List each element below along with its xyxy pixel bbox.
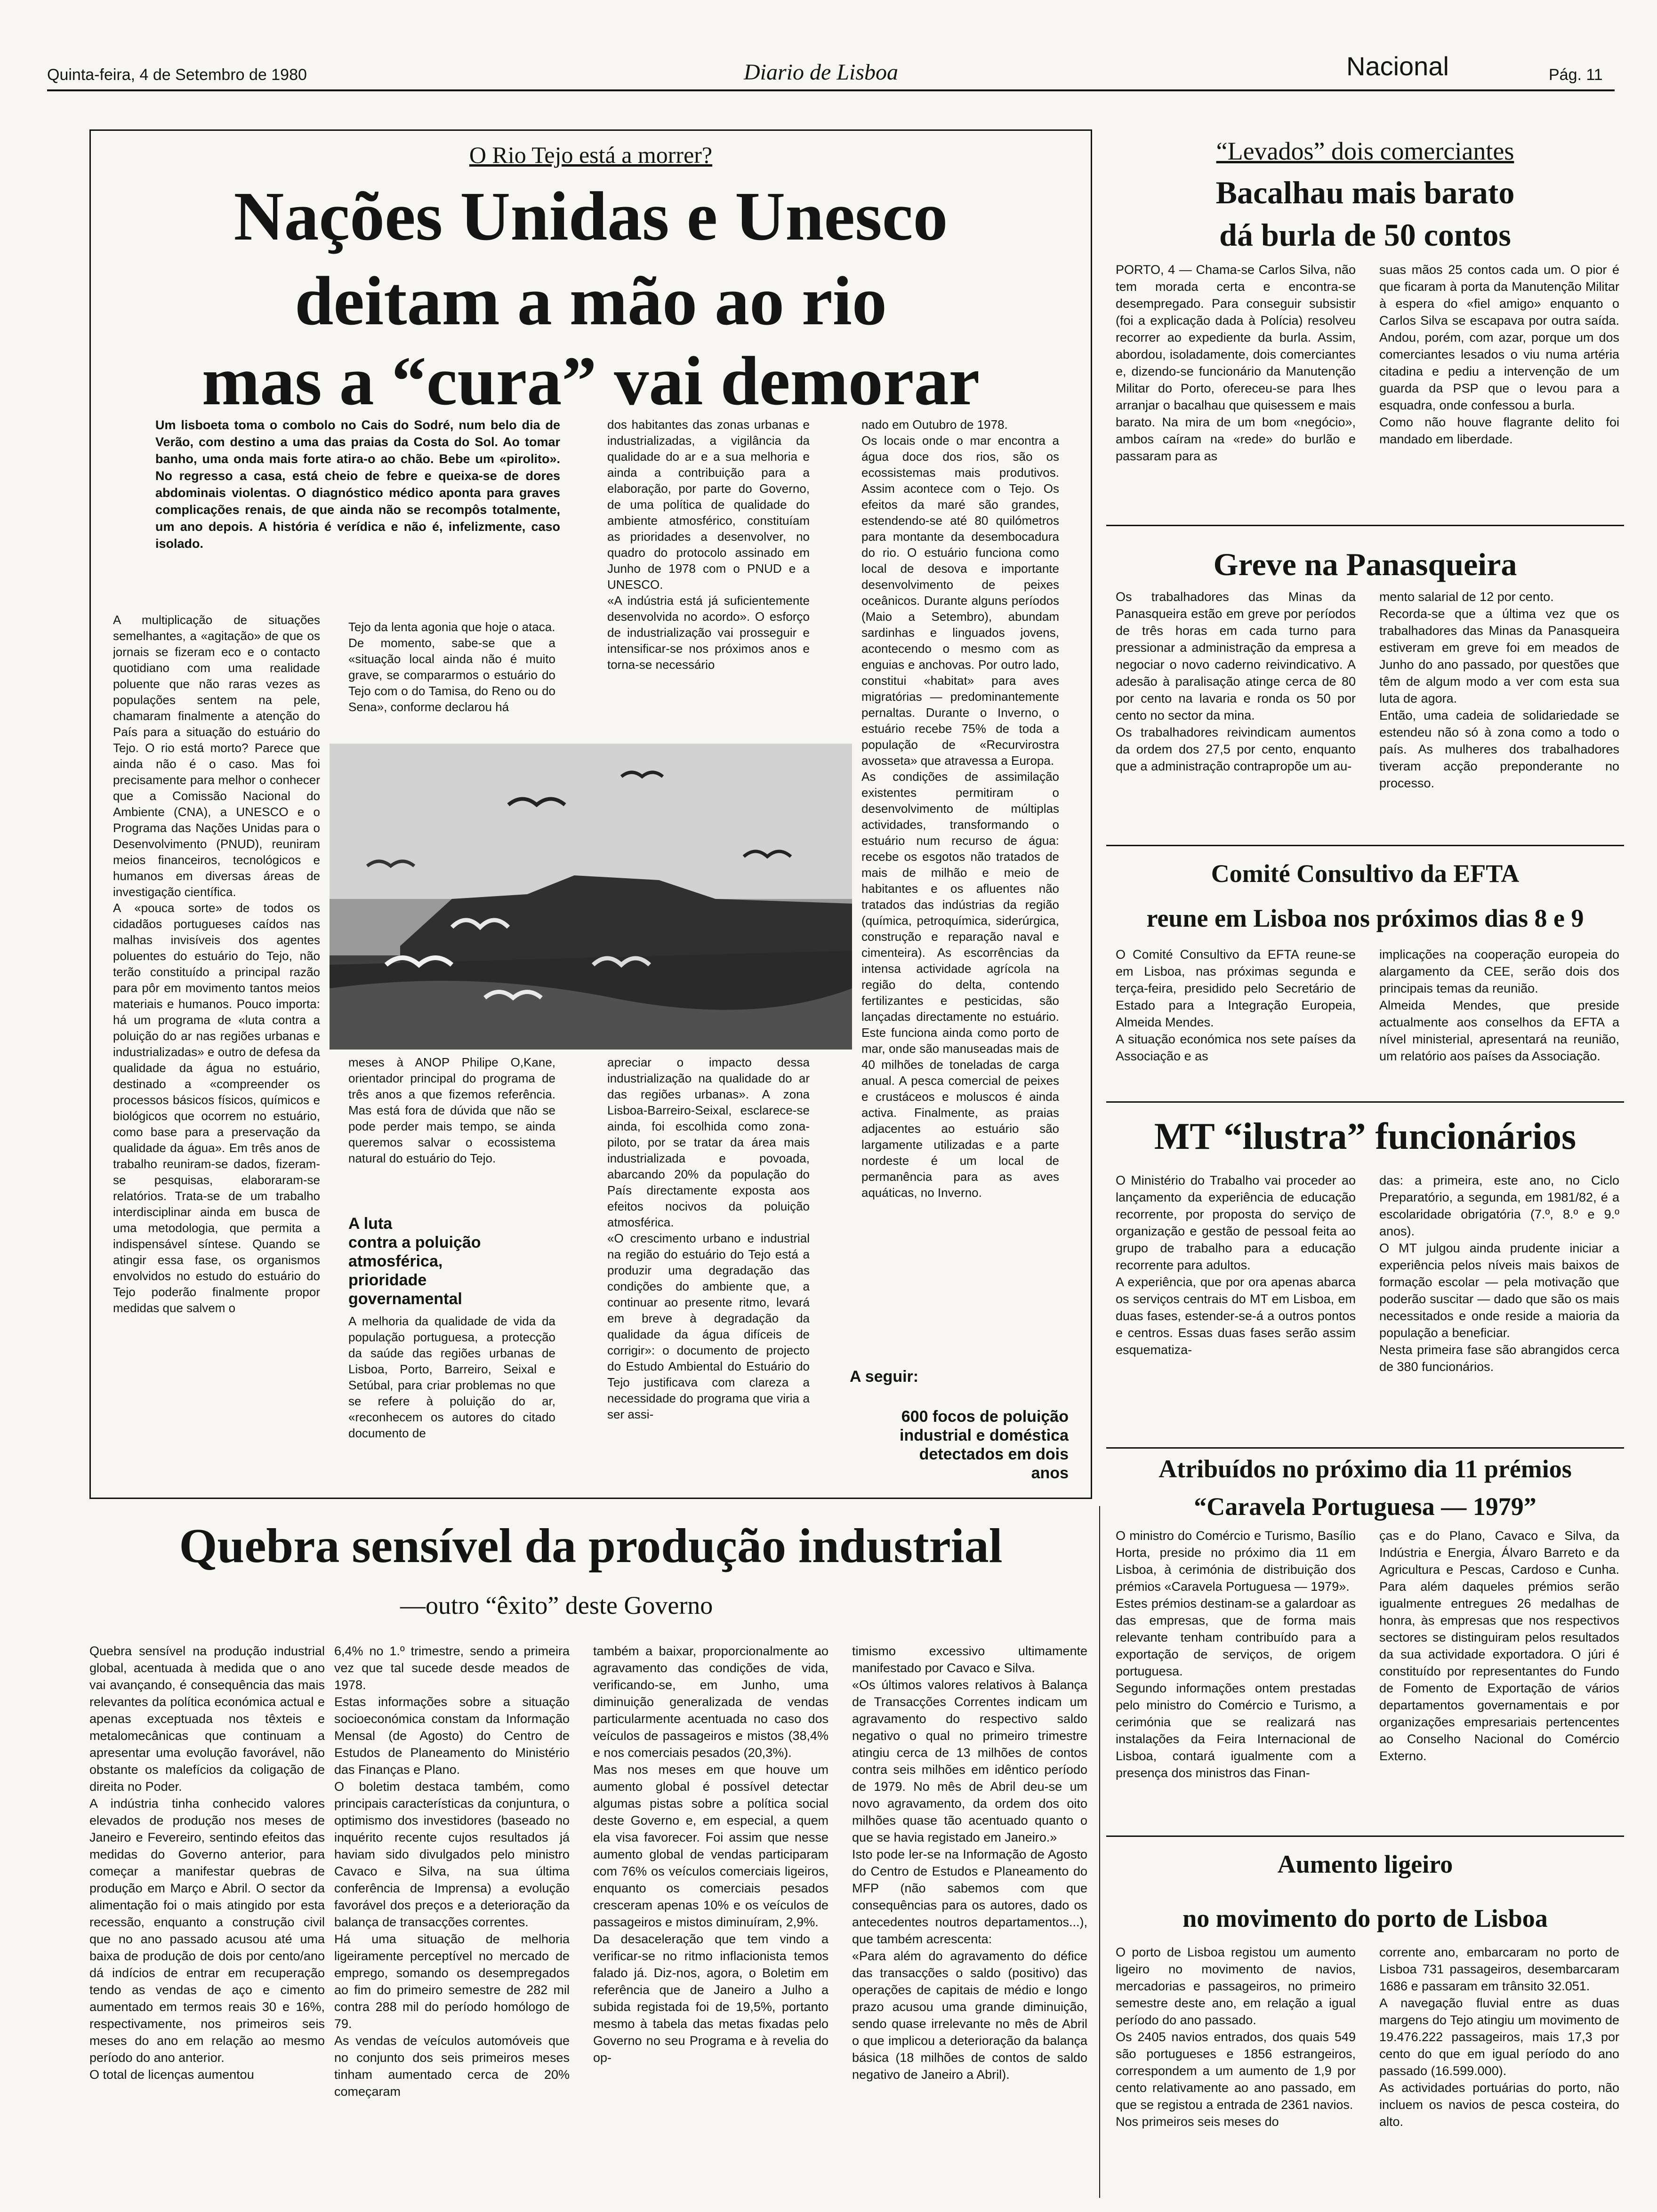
tejo-kicker: O Rio Tejo está a morrer?: [469, 142, 713, 168]
tejo-lead: Um lisboeta toma o combolo no Cais do Sodré, num belo dia de Verão, com destino a uma das praias da Costa do Sol. Ao tomar banho, uma onda mais forte atira-o ao chão. Bebe um «pirolito». No regresso a casa, está cheio de febre e queixa-se de dores abdominais violentas. O diagnóstico médico aponta para graves complicações renais, de que ainda não se recompôs totalmente, um ano depois. A história é verídica e não é, infelizmente, caso isolado.: [155, 418, 560, 551]
efta-headline-1: Comité Consultivo da EFTA: [1211, 859, 1520, 888]
bacalhau-kicker: “Levados” dois comerciantes: [1216, 137, 1514, 165]
caravela-column-2: ças e do Plano, Cavaco e Silva, da Indústria e Energia, Álvaro Barreto e da Agricultura e Pescas, Cardoso e Cunha. Para além daqueles prémios serão igualmente entregues 26 medalhas de honra, às empresas que nos respectivos sectores se distinguiram pelos resultados da sua actividade exportadora. O júri é constituído por representantes do Fundo de Fomento de Exportação de vários departamentos governamentais e por organizações empresariais pertencentes ao Conselho Nacional do Comércio Externo.: [1379, 1529, 1619, 1763]
bacalhau-headline-1: Bacalhau mais barato: [1215, 175, 1515, 210]
bacalhau-column-1: PORTO, 4 — Chama-se Carlos Silva, não tem morada certa e encontra-se desempregado. Para conseguir subsistir (foi a explicação dada à Polícia) resolveu recorrer ao expediente da burla. Assim, abordou, isoladamente, dois comerciantes e, dizendo-se funcionário da Manutenção Militar do Porto, ofereceu-se para lhes arranjar o bacalhau que quisessem e mais barato. Na mira de um bom «negócio», ambos caíram na «rede» do burlão e passaram para as: [1116, 263, 1356, 463]
caravela-rule: [1106, 1835, 1624, 1837]
porto-column-2: corrente ano, embarcaram no porto de Lisboa 731 passageiros, desembarcaram 1686 e passaram em trânsito 32.051. A navegação fluvial entre as duas margens do Tejo atingiu um movimento de 19.476.222 passageiros, mais 17,3 por cento do que em igual período do ano passado (16.599.000). As actividades portuárias do porto, não incluem os navios de pesca costeira, do alto.: [1379, 1945, 1619, 2129]
tejo-box-top: [89, 129, 1092, 131]
efta-headline-2: reune em Lisboa nos próximos dias 8 e 9: [1146, 904, 1584, 932]
masthead: Diario de Lisboa: [744, 60, 899, 85]
caravela-column-1: O ministro do Comércio e Turismo, Basílio Horta, preside no próximo dia 11 em Lisboa, à cerimónia de distribuição dos prémios «Caravela Portuguesa — 1979». Estes prémios destinam-se a galardoar as das empresas, que de forma mais relevante tenham contribuído para a exportação de serviços, de origem portuguesa. Segundo informações ontem prestadas pelo ministro do Comércio e Turismo, a cerimónia que se realizará nas instalações da Feira Internacional de Lisboa, contará igualmente com a presença dos ministros das Finan-: [1116, 1529, 1356, 1780]
tejo-headline-3: mas a “cura” vai demorar: [201, 343, 980, 420]
tejo-column-3-bottom: apreciar o impacto dessa industrialização na qualidade do ar das regiões urbanas». A zona Lisboa-Barreiro-Seixal, esclarece-se ainda, foi escolhida como zona-piloto, por se tratar da área mais industrializada e povoada, abarcando 20% da população do País directamente exposta aos efeitos nocivos da poluição atmosférica. «O crescimento urbano e industrial na região do estuário do Tejo está a produzir uma degradação das condições do ambiente que, a continuar ao presente ritmo, levará em breve à degradação da qualidade da água difíceis de corrigir»: o documento de projecto do Estudo Ambiental do Estuário do Tejo justificava com clareza a necessidade do programa que viria a ser assi-: [607, 1055, 810, 1421]
tejo-column-2-bottom: meses à ANOP Philipe O,Kane, orientador principal do programa de três anos a que fizemos referência. Mas está fora de dúvida que não se pode perder mais tempo, se ainda queremos salvar o ecossistema natural do estuário do Tejo.: [348, 1055, 555, 1165]
greve-column-2: mento salarial de 12 por cento. Recorda-se que a última vez que os trabalhadores das Minas da Panasqueira estiveram em greve foi em meados de Junho do ano passado, por questões que têm de algum modo a ver com esta sua luta de agora. Então, uma cadeia de solidariedade se estendeu não só à zona como a todo o país. As mulheres dos trabalhadores tiveram acção preponderante no processo.: [1379, 590, 1619, 790]
greve-headline: Greve na Panasqueira: [1213, 546, 1517, 582]
tejo-photo: [330, 744, 852, 1050]
mt-headline: MT “ilustra” funcionários: [1154, 1116, 1577, 1157]
tejo-box-left: [89, 129, 91, 1499]
tejo-box-bottom: [89, 1498, 1092, 1499]
caravela-headline-2: “Caravela Portuguesa — 1979”: [1194, 1492, 1536, 1521]
bacalhau-rule: [1106, 525, 1624, 526]
greve-rule: [1106, 845, 1624, 846]
porto-headline-1: Aumento ligeiro: [1277, 1850, 1453, 1878]
right-column-separator: [1099, 1506, 1100, 2198]
bacalhau-headline-2: dá burla de 50 contos: [1219, 217, 1511, 253]
quebra-column-4: timismo excessivo ultimamente manifestado por Cavaco e Silva. «Os últimos valores relativos à Balança de Transacções Correntes indicam um agravamento do respectivo saldo negativo o qual no primeiro trimestre atingiu cerca de 13 milhões de contos contra seis milhões em idêntico período de 1979. No mês de Abril deu-se um novo agravamento, da ordem dos oito milhões quase tão acentuado quanto o que se havia registado em Janeiro.» Isto pode ler-se na Informação de Agosto do Centro de Estudos e Planeamento do MFP (não sabemos com que consequências para os autores, dado os antecedentes noutros departamentos...), que também acrescenta: «Para além do agravamento do défice das transacções o saldo (positivo) das operações de capitais de médio e longo prazo acusou uma grande diminuição, sendo quase irrelevante no mês de Abril o que implicou a deterioração da balança básica (18 milhões de contos de saldo negativo de Janeiro a Abril).: [852, 1644, 1087, 2082]
mt-rule: [1106, 1447, 1624, 1449]
tejo-column-4: nado em Outubro de 1978. Os locais onde o mar encontra a água doce dos rios, são os ecossistemas mais produtivos. Assim acontece com o Tejo. Os efeitos da maré são grandes, estendendo-se até 80 quilómetros para montante da desembocadura do rio. O estuário funciona como local de desova e importante desenvolvimento de peixes oceânicos. Durante alguns períodos (Maio a Setembro), abundam sardinhas e linguados jovens, acontecendo o mesmo com as enguias e anchovas. Por outro lado, constitui «habitat» para aves migratórias — predominantemente pernaltas. Durante o Inverno, o estuário recebe 75% de toda a população de «Recurvirostra avosseta» que atravessa a Europa. As condições de assimilação existentes permitiram o desenvolvimento de múltiplas actividades, transformando o estuário num recurso de água: recebe os esgotos não tratados de mais de milhão e meio de habitantes e os afluentes não tratados das indústrias da região (química, petroquímica, siderúrgica, construção e reparação naval e cimenteira). As escorrências da intensa actividade agrícola na região do delta, contendo fertilizantes e pesticidas, são lançadas directamente no estuário. Este funciona ainda como porto de mar, onde são manuseadas mais de 40 milhões de toneladas de carga anual. A pesca comercial de peixes e crustáceos e moluscos é ainda activa. Finalmente, as praias adjacentes ao estuário são largamente utilizadas e a parte nordeste é um local de permanência para as aves aquáticas, no Inverno.: [861, 417, 1059, 1200]
page-number: Pág. 11: [1549, 66, 1603, 84]
quebra-headline: Quebra sensível da produção industrial: [179, 1519, 1003, 1573]
mt-column-2: das: a primeira, este ano, no Ciclo Preparatório, a segunda, em 1981/82, é a escolaridade obrigatória (7.º, 8.º e 9.º anos). O MT julgou ainda prudente iniciar a experiência pelos níveis mais baixos de formação escolar — pela motivação que poderão suscitar — dado que são os mais necessitados e onde reside a maioria da população a beneficiar. Nesta primeira fase são abrangidos cerca de 380 funcionários.: [1379, 1173, 1619, 1374]
tejo-box-right: [1091, 129, 1092, 1499]
quebra-column-2: 6,4% no 1.º trimestre, sendo a primeira vez que tal sucede desde meados de 1978. Estas informações sobre a situação socioeconómica constam da Informação Mensal (de Agosto) do Centro de Estudos de Planeamento do Ministério das Finanças e Plano. O boletim destaca também, como principais características da conjuntura, o optimismo dos investidores (baseado no inquérito recente cujos resultados já haviam sido divulgados pelo ministro Cavaco e Silva, na sua última conferência de Imprensa) a evolução favorável dos preços e a deterioração da balança de transacções correntes. Há uma situação de melhoria ligeiramente perceptível no mercado de emprego, somando os desempregados ao fim do primeiro semestre de 282 mil contra 288 mil do período homólogo de 79. As vendas de veículos automóveis que no conjunto dos seis primeiros meses tinham aumentado cerca de 20% começaram: [334, 1644, 570, 2099]
header-rule: [47, 89, 1615, 91]
tejo-headline-1: Nações Unidas e Unesco: [233, 178, 948, 255]
section-name: Nacional: [1346, 51, 1449, 81]
tejo-column-2-top: Tejo da lenta agonia que hoje o ataca. De momento, sabe-se que a «situação local ainda não é muito grave, se compararmos o estuário do Tejo com o do Tamisa, do Reno ou do Sena», conforme declarou há: [348, 620, 555, 714]
caravela-headline-1: Atribuídos no próximo dia 11 prémios: [1158, 1455, 1572, 1483]
efta-rule: [1106, 1101, 1624, 1103]
quebra-column-3: também a baixar, proporcionalmente ao agravamento das condições de vida, verificando-se, em Junho, uma diminuição generalizada de vendas particularmente acentuada no caso dos veículos de passageiros e mistos (38,4% e nos comerciais pesados (20,3%). Mas nos meses em que houve um aumento global é possível detectar algumas pistas sobre a política social deste Governo e, em especial, a quem ela visa favorecer. Foi assim que nesse aumento global de vendas participaram com 76% os veículos comerciais ligeiros, enquanto os comerciais pesados cresceram apenas 10% e os veículos de passageiros e mistos diminuíram, 2,9%. Da desaceleração que tem vindo a verificar-se no ritmo inflacionista temos falado já. Diz-nos, agora, o Boletim em referência que de Janeiro a Julho a subida registada foi de 19,5%, portanto mesmo à tabela das metas fixadas pelo Governo no seu Programa e à revelia do op-: [593, 1644, 828, 2065]
quebra-column-1: Quebra sensível na produção industrial global, acentuada à medida que o ano vai avançando, é consequência das mais relevantes da política económica actual e apenas exceptuada nos têxteis e metalomecânicas que continuam a apresentar uma evolução favorável, não obstante os malefícios da coligação de direita no Poder. A indústria tinha conhecido valores elevados de produção nos meses de Janeiro e Fevereiro, sentindo efeitos das medidas do Governo anterior, para começar a manifestar quebras de produção em Março e Abril. O sector da alimentação foi o mais atingido por esta recessão, enquanto a construção civil que no ano passado acusou até uma baixa de produção de dois por cento/ano dá indícios de entrar em recuperação tendo as vendas de aço e cimento aumentado em termos reais 30 e 16%, respectivamente, nos primeiros seis meses do ano em relação ao mesmo período do ano anterior. O total de licenças aumentou: [89, 1644, 325, 2082]
tejo-subhead: A luta contra a poluição atmosférica, prioridade governamental: [348, 1215, 481, 1308]
seagulls-illustration: [330, 744, 852, 1050]
efta-column-1: O Comité Consultivo da EFTA reune-se em Lisboa, nas próximas segunda e terça-feira, presidido pelo Secretário de Estado para a Integração Europeia, Almeida Mendes. A situação económica nos sete países da Associação e as: [1116, 947, 1356, 1063]
efta-column-2: implicações na cooperação europeia do alargamento da CEE, serão dois dos principais temas da reunião. Almeida Mendes, que preside actualmente aos conselhos da EFTA a nível ministerial, apresentará na reunião, um relatório aos países da Associação.: [1379, 947, 1619, 1063]
tejo-column-3-top: dos habitantes das zonas urbanas e industrializadas, a vigilância da qualidade do ar e a sua melhoria e ainda a contribuição para a elaboração, por parte do Governo, de uma política de qualidade do ambiente atmosférico, constituíam as prioridades a desenvolver, no quadro do protocolo assinado em Junho de 1978 com o PNUD e a UNESCO. «A indústria está já suficientemente desenvolvida no acordo». O esforço de industrialização vai prosseguir e intensificar-se nos próximos anos e torna-se necessário: [607, 417, 810, 672]
greve-column-1: Os trabalhadores das Minas da Panasqueira estão em greve por períodos de três horas em cada turno para pressionar a administração da empresa a negociar o novo caderno reivindicativo. A adesão à paralisação atinge cerca de 80 por cento na lavaria e ronda os 50 por cento no sector da mina. Os trabalhadores reivindicam aumentos da ordem dos 27,5 por cento, enquanto que a administração contrapropõe um au-: [1116, 590, 1356, 773]
tejo-headline-2: deitam a mão ao rio: [295, 263, 887, 340]
mt-column-1: O Ministério do Trabalho vai proceder ao lançamento da experiência de educação recorrente, por proposta do serviço de organização e gestão de pessoal feita ao grupo de trabalho para a educação recorrente para adultos. A experiência, que por ora apenas abarca os serviços centrais do MT em Lisboa, em duas fases, estender-se-á a outros pontos e centros. Essas duas fases serão assim esquematiza-: [1116, 1173, 1356, 1357]
bacalhau-column-2: suas mãos 25 contos cada um. O pior é que ficaram à porta da Manutenção Militar à espera do «fiel amigo» enquanto o Carlos Silva se escapava por outra saída. Andou, porém, com azar, porque um dos comerciantes lesados o viu numa artéria citadina e pediu a intervenção de um guarda da PSP que o levou para a esquadra, onde confessou a burla. Como não houve flagrante delito foi mandado em liberdade.: [1379, 263, 1619, 446]
issue-date: Quinta-feira, 4 de Setembro de 1980: [47, 66, 307, 84]
quebra-subtitle: —outro “êxito” deste Governo: [400, 1591, 713, 1619]
next-installment-label: A seguir:: [850, 1368, 919, 1386]
tejo-column-1: A multiplicação de situações semelhantes, a «agitação» de que os jornais se fizeram eco e o contacto quotidiano com uma realidade poluente que não raras vezes as populações sentem na pele, chamaram finalmente a atenção do País para a situação do estuário do Tejo. O rio está morto? Parece que ainda não é o caso. Mas foi precisamente para melhor o conhecer que a Comissão Nacional do Ambiente (CNA), a UNESCO e o Programa das Nações Unidas para o Desenvolvimento (PNUD), reuniram meios financeiros, tecnológicos e humanos em diversas áreas de investigação científica. A «pouca sorte» de todos os cidadãos portugueses caídos nas malhas invisíveis dos agentes poluentes do estuário do Tejo, não terão constituído a principal razão para pôr em movimento tantos meios materiais e humanos. Pouco importa: há um programa de «luta contra a poluição do ar nas regiões urbanas e industrializadas» e outro de defesa da qualidade da água no estuário, destinado a «compreender os processos básicos físicos, químicos e biológicos que ocorrem no estuário, como base para a preservação da qualidade da água». Em três anos de trabalho reuniram-se dados, fizeram-se pesquisas, elaboraram-se relatórios. Trata-se de um trabalho interdisciplinar ainda em busca de uma metodologia, que permita a indispensável síntese. Quando se atingir essa fase, os organismos envolvidos no estudo do estuário do Tejo poderão finalmente propor medidas que salvem o: [113, 613, 320, 1315]
tejo-column-2-bottom-2: A melhoria da qualidade de vida da população portuguesa, a protecção da saúde das regiões urbanas de Lisboa, Porto, Barreiro, Seixal e Setúbal, para criar problemas no que se refere à poluição do ar, «reconhecem os autores do citado documento de: [348, 1314, 555, 1440]
porto-headline-2: no movimento do porto de Lisboa: [1182, 1904, 1548, 1932]
porto-column-1: O porto de Lisboa registou um aumento ligeiro no movimento de navios, mercadorias e passageiros, no primeiro semestre deste ano, em relação a igual período do ano passado. Os 2405 navios entrados, dos quais 549 são portugueses e 1856 estrangeiros, correspondem a um aumento de 1,9 por cento relativamente ao ano passado, em que se registou a entrada de 2361 navios. Nos primeiros seis meses do: [1116, 1945, 1356, 2129]
next-installment-title: 600 focos de poluição industrial e doméstica detectados em dois anos: [900, 1408, 1069, 1482]
